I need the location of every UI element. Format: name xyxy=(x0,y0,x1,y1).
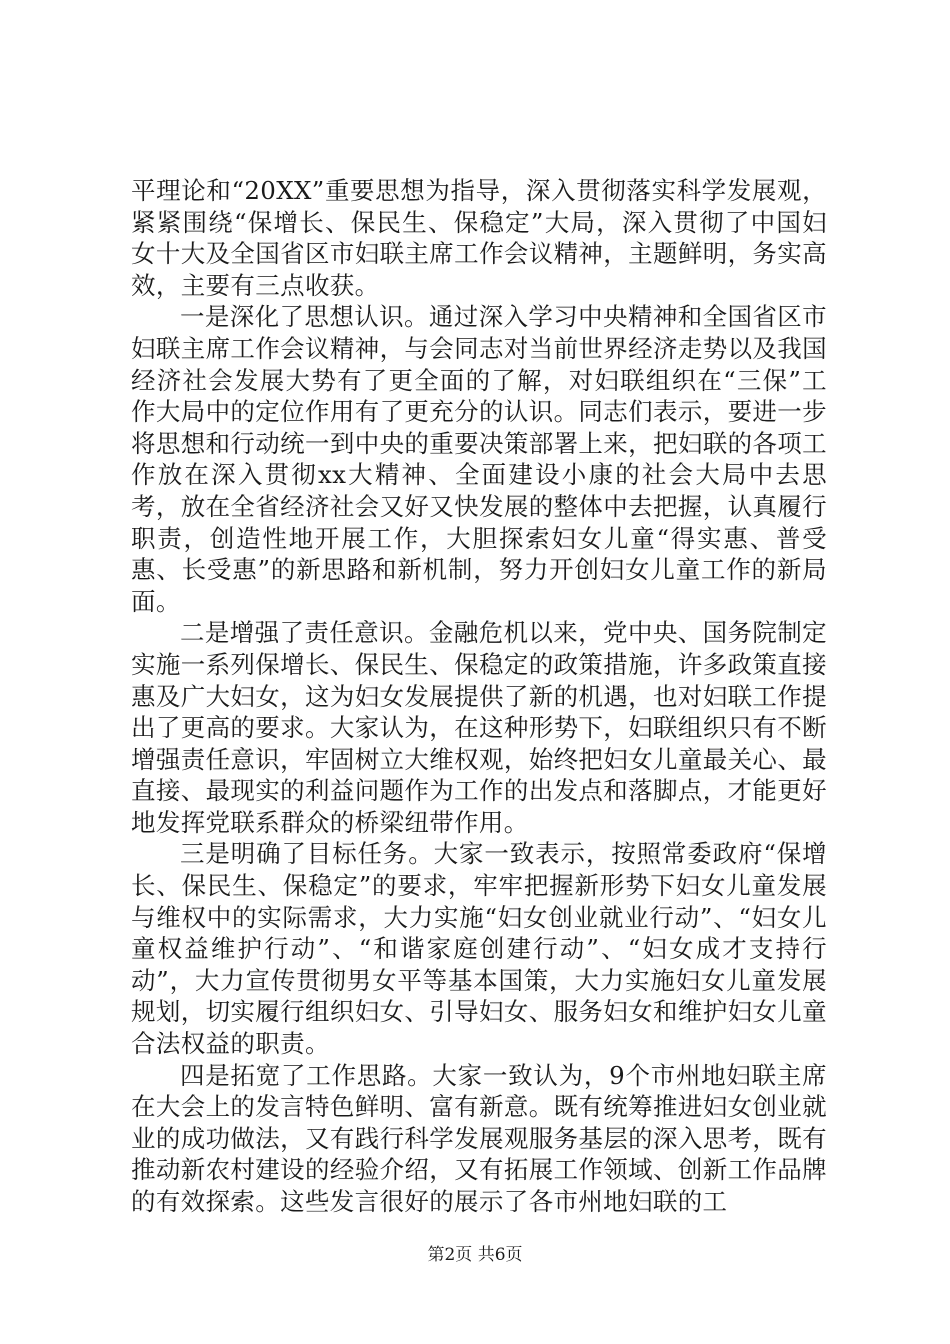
paragraph-point-two: 二是增强了责任意识。金融危机以来，党中央、国务院制定实施一系列保增长、保民生、保稳定的政策措施，许多政策直接惠及广大妇女，这为妇女发展提供了新的机遇，也对妇联工作提出了更高的要求。大家认为，在这种形势下，妇联组织只有不断增强责任意识，牢固树立大维权观，始终把妇女儿童最关心、最直接、最现实的利益问题作为工作的出发点和落脚点，才能更好地发挥党联系群众的桥梁纽带作用。 xyxy=(131,618,827,837)
paragraph-point-three: 三是明确了目标任务。大家一致表示，按照常委政府“保增长、保民生、保稳定”的要求，牢牢把握新形势下妇女儿童发展与维权中的实际需求，大力实施“妇女创业就业行动”、“妇女儿童权益维护行动”、“和谐家庭创建行动”、“妇女成才支持行动”，大力宣传贯彻男女平等基本国策，大力实施妇女儿童发展规划，切实履行组织妇女、引导妇女、服务妇女和维护妇女儿童合法权益的职责。 xyxy=(131,839,827,1059)
paragraph-point-one: 一是深化了思想认识。通过深入学习中央精神和全国省区市妇联主席工作会议精神，与会同志对当前世界经济走势以及我国经济社会发展大势有了更全面的了解，对妇联组织在“三保”工作大局中的定位作用有了更充分的认识。同志们表示，要进一步将思想和行动统一到中央的重要决策部署上来，把妇联的各项工作放在深入贯彻xx大精神、全面建设小康的社会大局中去思考，放在全省经济社会又好又快发展的整体中去把握，认真履行职责，创造性地开展工作，大胆探索妇女儿童“得实惠、普受惠、长受惠”的新思路和新机制，努力开创妇女儿童工作的新局面。 xyxy=(131,302,827,616)
body-text xyxy=(131,175,827,1218)
paragraph-continuation: 平理论和“20XX”重要思想为指导，深入贯彻落实科学发展观，紧紧围绕“保增长、保民生、保稳定”大局，深入贯彻了中国妇女十大及全国省区市妇联主席工作会议精神，主题鲜明，务实高效，主要有三点收获。 xyxy=(131,176,827,300)
page-footer xyxy=(0,1244,950,1266)
paragraph-point-four: 四是拓宽了工作思路。大家一致认为，9个市州地妇联主席在大会上的发言特色鲜明、富有新意。既有统筹推进妇女创业就业的成功做法，又有践行科学发展观服务基层的深入思考，既有推动新农村建设的经验介绍，又有拓展工作领域、创新工作品牌的有效探索。这些发言很好的展示了各市州地妇联的工 xyxy=(131,1060,827,1216)
page-indicator: 第2页 共6页 xyxy=(427,1245,523,1265)
